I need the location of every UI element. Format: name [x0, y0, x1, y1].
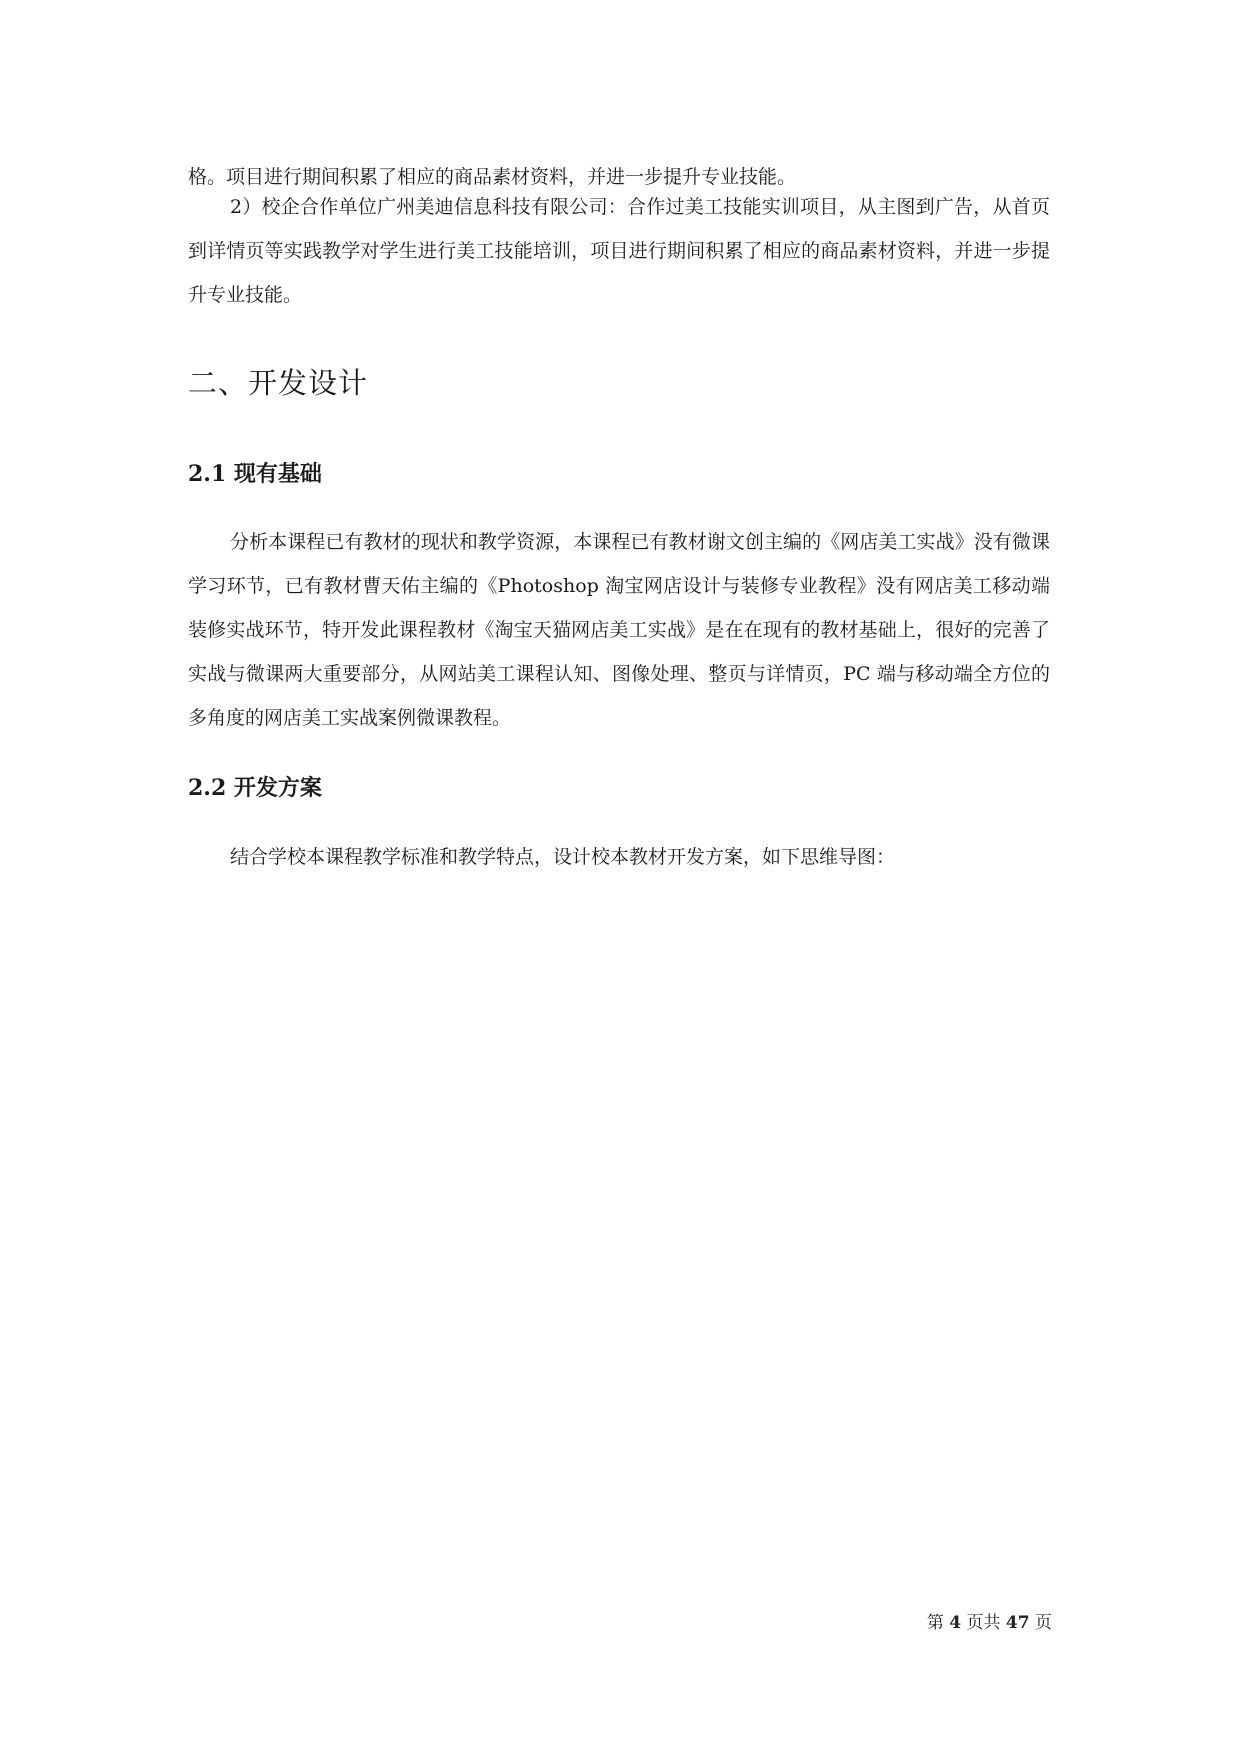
- section-title: 二、开发设计: [188, 366, 369, 400]
- footer-prefix: 第: [926, 1613, 944, 1633]
- footer-total-pages: 47: [1005, 1613, 1030, 1633]
- paragraph-development-plan: 结合学校本课程教学标准和教学特点，设计校本教材开发方案，如下思维导图：: [230, 846, 896, 868]
- footer-middle: 页共: [966, 1613, 1001, 1633]
- footer-suffix: 页: [1035, 1613, 1052, 1633]
- page-footer: [927, 1608, 1052, 1633]
- footer-current-page: 4: [949, 1613, 962, 1633]
- paragraph-existing-basis: 分析本课程已有教材的现状和教学资源，本课程已有教材谢文创主编的《网店美工实战》没有微课学习环节，已有教材曹天佑主编的《Photoshop 淘宝网店设计与装修专业教程》没有网店美工移动端装修实战环节，特开发此课程教材《淘宝天猫网店美工实战》是在在现有的教材基础上，很好的完善了实战与微课两大重要部分，从网站美工课程认知、图像处理、整页与详情页，PC 端与移动端全方位的多角度的网店美工实战案例微课教程。: [188, 531, 1050, 729]
- subsection-title-2-1: 2.1 现有基础: [188, 461, 322, 487]
- paragraph-partner-2: 2）校企合作单位广州美迪信息科技有限公司：合作过美工技能实训项目，从主图到广告，从首页到详情页等实践教学对学生进行美工技能培训，项目进行期间积累了相应的商品素材资料，并进一步提升专业技能。: [188, 196, 1050, 306]
- paragraph-continuation: 格。项目进行期间积累了相应的商品素材资料，并进一步提升专业技能。: [188, 166, 797, 188]
- subsection-title-2-2: 2.2 开发方案: [188, 775, 322, 801]
